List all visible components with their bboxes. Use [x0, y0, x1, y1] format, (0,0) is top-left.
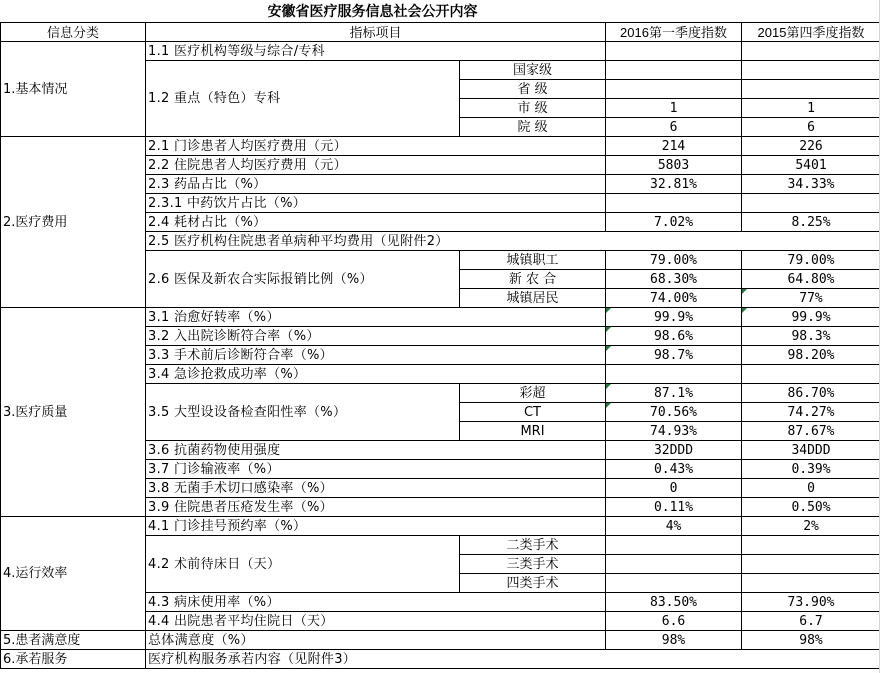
value-2016[interactable] — [606, 80, 742, 99]
category-commitment[interactable]: 6.承若服务 — [1, 650, 146, 669]
value-2016[interactable]: 4% — [606, 517, 742, 536]
indicator-3-8[interactable]: 3.8 无菌手术切口感染率（%） — [146, 479, 606, 498]
header-category[interactable]: 信息分类 — [1, 23, 146, 42]
sub-class3-surgery[interactable]: 三类手术 — [460, 555, 606, 574]
sub-urban-employee[interactable]: 城镇职工 — [460, 251, 606, 270]
category-costs[interactable]: 2.医疗费用 — [1, 137, 146, 308]
value-2016[interactable]: 0 — [606, 479, 742, 498]
value-2016[interactable] — [606, 194, 742, 213]
sub-national[interactable]: 国家级 — [460, 61, 606, 80]
indicator-3-4[interactable]: 3.4 急诊抢救成功率（%） — [146, 365, 606, 384]
next-column-strip — [879, 0, 892, 673]
indicator-4-3[interactable]: 4.3 病床使用率（%） — [146, 593, 606, 612]
category-basic[interactable]: 1.基本情况 — [1, 42, 146, 137]
value-2015[interactable]: 1 — [742, 99, 881, 118]
value-2016[interactable]: 87.1% — [606, 384, 742, 403]
sub-provincial[interactable]: 省 级 — [460, 80, 606, 99]
value-2016[interactable]: 98.7% — [606, 346, 742, 365]
value-2015[interactable]: 74.27% — [742, 403, 881, 422]
sub-mri[interactable]: MRI — [460, 422, 606, 441]
value-2016[interactable] — [606, 536, 742, 555]
indicator-1-2[interactable]: 1.2 重点（特色）专科 — [146, 61, 460, 137]
value-2016[interactable] — [606, 365, 742, 384]
value-2016[interactable]: 5803 — [606, 156, 742, 175]
value-2015[interactable]: 64.80% — [742, 270, 881, 289]
value-2015[interactable] — [742, 61, 881, 80]
value-2015[interactable]: 98% — [742, 631, 881, 650]
indicator-6[interactable]: 医疗机构服务承若内容（见附件3） — [146, 650, 881, 669]
indicator-3-1[interactable]: 3.1 治愈好转率（%） — [146, 308, 606, 327]
indicator-2-3[interactable]: 2.3 药品占比（%） — [146, 175, 606, 194]
category-efficiency[interactable]: 4.运行效率 — [1, 517, 146, 631]
value-2015[interactable]: 98.20% — [742, 346, 881, 365]
value-2016[interactable] — [606, 555, 742, 574]
value-2015[interactable] — [742, 574, 881, 593]
sheet-title: 安徽省医疗服务信息社会公开内容 — [267, 4, 478, 20]
value-2015[interactable]: 87.67% — [742, 422, 881, 441]
indicator-5[interactable]: 总体满意度（%） — [146, 631, 606, 650]
indicator-3-9[interactable]: 3.9 住院患者压疮发生率（%） — [146, 498, 606, 517]
value-2015[interactable]: 6.7 — [742, 612, 881, 631]
value-2016[interactable]: 98% — [606, 631, 742, 650]
table-row — [1, 308, 881, 327]
value-2015[interactable] — [742, 555, 881, 574]
value-2016[interactable]: 214 — [606, 137, 742, 156]
value-2015[interactable]: 0.50% — [742, 498, 881, 517]
value-2015[interactable]: 0.39% — [742, 460, 881, 479]
sub-ct[interactable]: CT — [460, 403, 606, 422]
header-2015q4[interactable]: 2015第四季度指数 — [742, 23, 881, 42]
value-2015[interactable] — [742, 42, 881, 61]
value-2016[interactable]: 0.43% — [606, 460, 742, 479]
value-2016[interactable] — [606, 574, 742, 593]
value-2015[interactable]: 5401 — [742, 156, 881, 175]
value-2016[interactable]: 6.6 — [606, 612, 742, 631]
value-2016[interactable] — [606, 42, 742, 61]
value-2015[interactable] — [742, 194, 881, 213]
sub-hospital[interactable]: 院 级 — [460, 118, 606, 137]
header-2016q1[interactable]: 2016第一季度指数 — [606, 23, 742, 42]
value-2015[interactable] — [742, 536, 881, 555]
data-table — [0, 22, 881, 669]
value-2016[interactable]: 74.93% — [606, 422, 742, 441]
sub-ultrasound[interactable]: 彩超 — [460, 384, 606, 403]
category-satisfaction[interactable]: 5.患者满意度 — [1, 631, 146, 650]
value-2015[interactable]: 2% — [742, 517, 881, 536]
indicator-3-6[interactable]: 3.6 抗菌药物使用强度 — [146, 441, 606, 460]
table-row — [1, 137, 881, 156]
value-2016[interactable]: 6 — [606, 118, 742, 137]
value-2015[interactable]: 34.33% — [742, 175, 881, 194]
indicator-4-2[interactable]: 4.2 术前待床日（天） — [146, 536, 460, 593]
value-2016[interactable]: 98.6% — [606, 327, 742, 346]
value-2016[interactable]: 79.00% — [606, 251, 742, 270]
table-row — [1, 631, 881, 650]
indicator-4-4[interactable]: 4.4 出院患者平均住院日（天） — [146, 612, 606, 631]
value-2015[interactable]: 8.25% — [742, 213, 881, 232]
indicator-2-2[interactable]: 2.2 住院患者人均医疗费用（元） — [146, 156, 606, 175]
sub-class2-surgery[interactable]: 二类手术 — [460, 536, 606, 555]
value-2015[interactable] — [742, 365, 881, 384]
indicator-2-5[interactable]: 2.5 医疗机构住院患者单病种平均费用（见附件2） — [146, 232, 881, 251]
value-2016[interactable]: 32.81% — [606, 175, 742, 194]
indicator-2-3-1[interactable]: 2.3.1 中药饮片占比（%） — [146, 194, 606, 213]
value-2015[interactable]: 99.9% — [742, 308, 881, 327]
value-2016[interactable]: 70.56% — [606, 403, 742, 422]
value-2016[interactable]: 0.11% — [606, 498, 742, 517]
value-2016[interactable]: 68.30% — [606, 270, 742, 289]
value-2016[interactable] — [606, 61, 742, 80]
indicator-3-2[interactable]: 3.2 入出院诊断符合率（%） — [146, 327, 606, 346]
indicator-3-7[interactable]: 3.7 门诊输液率（%） — [146, 460, 606, 479]
value-2015[interactable]: 0 — [742, 479, 881, 498]
sub-urban-resident[interactable]: 城镇居民 — [460, 289, 606, 308]
value-2015[interactable]: 79.00% — [742, 251, 881, 270]
sub-class4-surgery[interactable]: 四类手术 — [460, 574, 606, 593]
indicator-3-5[interactable]: 3.5 大型设设备检查阳性率（%） — [146, 384, 460, 441]
value-2015[interactable]: 73.90% — [742, 593, 881, 612]
table-row — [1, 517, 881, 536]
indicator-2-1[interactable]: 2.1 门诊患者人均医疗费用（元） — [146, 137, 606, 156]
value-2015[interactable]: 6 — [742, 118, 881, 137]
sub-rural-coop[interactable]: 新 农 合 — [460, 270, 606, 289]
indicator-4-1[interactable]: 4.1 门诊挂号预约率（%） — [146, 517, 606, 536]
value-2016[interactable]: 99.9% — [606, 308, 742, 327]
table-row — [1, 42, 881, 61]
header-indicator[interactable]: 指标项目 — [146, 23, 606, 42]
header-row — [1, 23, 881, 42]
value-2015[interactable]: 98.3% — [742, 327, 881, 346]
value-2016[interactable]: 7.02% — [606, 213, 742, 232]
value-2015[interactable] — [742, 80, 881, 99]
indicator-2-6[interactable]: 2.6 医保及新农合实际报销比例（%） — [146, 251, 460, 308]
value-2015[interactable]: 34DDD — [742, 441, 881, 460]
indicator-3-3[interactable]: 3.3 手术前后诊断符合率（%） — [146, 346, 606, 365]
category-quality[interactable]: 3.医疗质量 — [1, 308, 146, 517]
value-2015[interactable]: 226 — [742, 137, 881, 156]
sub-city[interactable]: 市 级 — [460, 99, 606, 118]
indicator-1-1[interactable]: 1.1 医疗机构等级与综合/专科 — [146, 42, 606, 61]
value-2015[interactable]: 77% — [742, 289, 881, 308]
value-2015[interactable]: 86.70% — [742, 384, 881, 403]
indicator-2-4[interactable]: 2.4 耗材占比（%） — [146, 213, 606, 232]
table-row — [1, 650, 881, 669]
value-2016[interactable]: 74.00% — [606, 289, 742, 308]
value-2016[interactable]: 1 — [606, 99, 742, 118]
value-2016[interactable]: 32DDD — [606, 441, 742, 460]
value-2016[interactable]: 83.50% — [606, 593, 742, 612]
